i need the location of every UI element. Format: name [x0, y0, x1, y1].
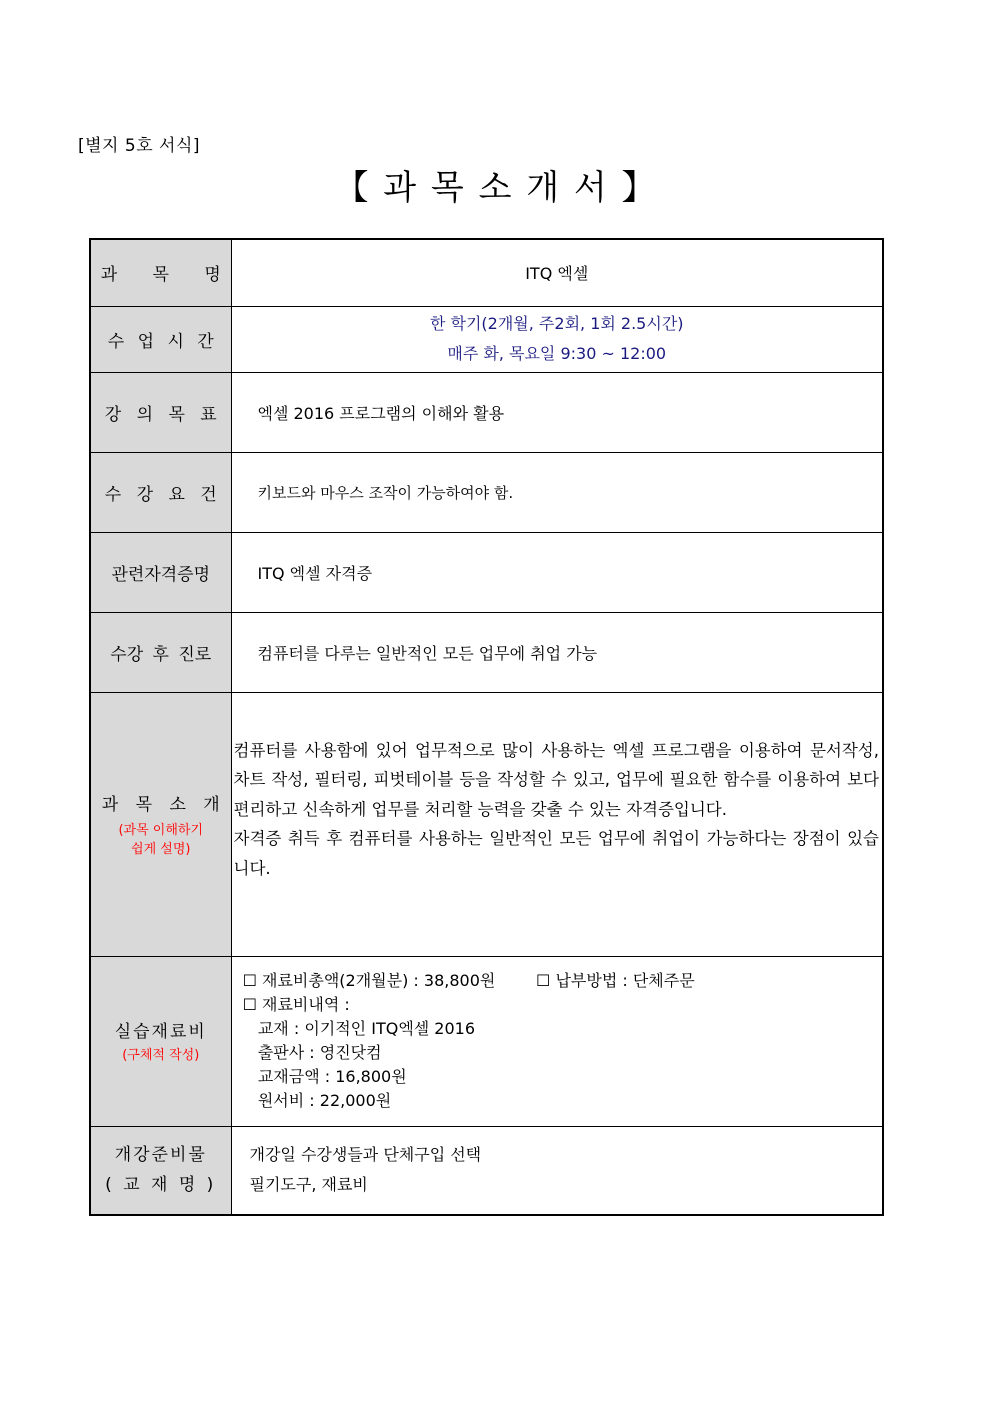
materials-line2: ☐ 재료비내역 : — [237, 995, 350, 1014]
row-career — [90, 612, 883, 692]
value-requirements: 키보드와 마우스 조작이 가능하여야 함. — [231, 452, 883, 532]
class-time-line2: 매주 화, 목요일 9:30 ~ 12:00 — [447, 344, 667, 363]
materials-line3: 교재 : 이기적인 ITQ엑셀 2016 — [237, 1019, 476, 1038]
value-career: 컴퓨터를 다루는 일반적인 모든 업무에 취업 가능 — [231, 612, 883, 692]
value-class-time — [231, 306, 883, 372]
label-materials: 실습재료비 (구체적 작성) — [90, 956, 231, 1126]
label-preparation: 개강준비물 ( 교 재 명 ) — [90, 1126, 231, 1215]
label-requirements: 수 강 요 건 — [90, 452, 231, 532]
row-requirements — [90, 452, 883, 532]
row-class-time — [90, 306, 883, 372]
value-preparation — [231, 1126, 883, 1215]
value-introduction — [231, 692, 883, 956]
label-introduction: 과 목 소 개 (과목 이해하기 쉽게 설명) — [90, 692, 231, 956]
value-certificate: ITQ 엑셀 자격증 — [231, 532, 883, 612]
form-number-tag: [별지 5호 서식] — [78, 136, 200, 156]
row-subject-name — [90, 239, 883, 306]
row-preparation — [90, 1126, 883, 1215]
value-subject-name: ITQ 엑셀 — [231, 239, 883, 306]
label-career: 수강 후 진로 — [90, 612, 231, 692]
class-time-line1: 한 학기(2개월, 주2회, 1회 2.5시간) — [429, 314, 684, 333]
row-materials — [90, 956, 883, 1126]
materials-line1: ☐ 재료비총액(2개월분) : 38,800원 ☐ 납부방법 : 단체주문 — [237, 971, 695, 990]
document-title: 【 과 목 소 개 서 】 — [334, 168, 658, 208]
label-subject-name: 과 목 명 — [90, 239, 231, 306]
introduction-paragraph-1: 컴퓨터를 사용함에 있어 업무적으로 많이 사용하는 엑셀 프로그램을 이용하여 문서작성, 차트 작성, 필터링, 피벗테이블 등을 작성할 수 있고, 업무에 필요한 함수를 이용하여 보다 편리하고 신속하게 업무를 처리할 능력을 갖출 수 있는 자격증입니다. — [233, 740, 879, 819]
label-certificate: 관련자격증명 — [90, 532, 231, 612]
sublabel-materials: (구체적 작성) — [122, 1048, 200, 1063]
preparation-line1: 개강일 수강생들과 단체구입 선택 — [249, 1145, 482, 1165]
value-materials — [231, 956, 883, 1126]
row-certificate — [90, 532, 883, 612]
label-lecture-goal: 강 의 목 표 — [90, 372, 231, 452]
row-introduction — [90, 692, 883, 956]
materials-line5: 교재금액 : 16,800원 — [237, 1067, 407, 1086]
row-lecture-goal — [90, 372, 883, 452]
preparation-line2: 필기도구, 재료비 — [249, 1175, 368, 1195]
course-intro-table — [89, 238, 884, 1216]
materials-line4: 출판사 : 영진닷컴 — [237, 1043, 382, 1062]
value-lecture-goal: 엑셀 2016 프로그램의 이해와 활용 — [231, 372, 883, 452]
sublabel-introduction: (과목 이해하기 쉽게 설명) — [118, 822, 204, 857]
label-class-time: 수 업 시 간 — [90, 306, 231, 372]
introduction-paragraph-2: 자격증 취득 후 컴퓨터를 사용하는 일반적인 모든 업무에 취업이 가능하다는 장점이 있습니다. — [233, 829, 879, 878]
materials-line6: 원서비 : 22,000원 — [237, 1091, 392, 1110]
